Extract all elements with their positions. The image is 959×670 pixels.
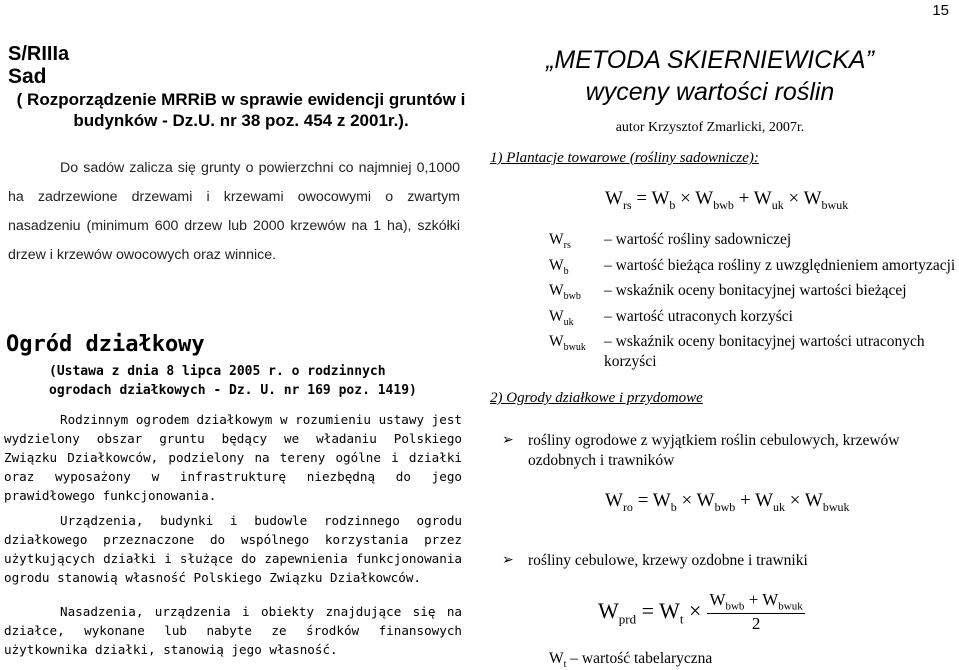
sad-title: Sad bbox=[8, 65, 47, 88]
bullet-garden-plants bbox=[502, 431, 952, 470]
ogrod-paragraph-3: Nasadzenia, urządzenia i obiekty znajdujące się na działce, wykonane lub nabyte ze środków finansowych użytkownika działki, stanowią jego własność. bbox=[4, 604, 462, 657]
left-header bbox=[8, 44, 468, 131]
ogrod-act-line-1: (Ustawa z dnia 8 lipca 2005 r. o rodzinnych bbox=[49, 364, 386, 379]
bullet-text: rośliny cebulowe, krzewy ozdobne i trawniki bbox=[528, 552, 808, 569]
section-code: S/RIIIa bbox=[8, 43, 70, 65]
sad-definition: Do sadów zalicza się grunty o powierzchni co najmniej 0,1000 ha zadrzewione drzewami i krzewami owocowymi o zwartym nasadzeniu (minimum 600 drzew lub 2000 krzewów na 1 ha), szkółki drzew i krzewów owocowych oraz winnice. bbox=[8, 160, 460, 263]
wt-definition: $W_t$ – wartość tabelaryczna bbox=[549, 650, 713, 670]
ogrod-act-reference bbox=[49, 362, 469, 400]
method-name: „METODA SKIERNIEWICKA” bbox=[546, 46, 874, 74]
legend-row: $W_{bwuk}$ – wskaźnik oceny bonitacyjnej wartości utraconych korzyści bbox=[549, 333, 925, 370]
legend-row: $W_{uk}$ – wartość utraconych korzyści bbox=[549, 307, 793, 328]
regulation-reference: ( Rozporządzenie MRRiB w sprawie ewidencji gruntów i budynków - Dz.U. nr 38 poz. 454 z 2001r.). bbox=[16, 90, 466, 130]
section-plantations: 1) Plantacje towarowe (rośliny sadownicze): bbox=[490, 150, 759, 166]
method-title bbox=[470, 44, 950, 108]
ogrod-title: Ogród działkowy bbox=[6, 332, 205, 357]
arrow-bullet-icon: ➢ bbox=[502, 432, 514, 448]
ogrod-act-line-2: ogrodach działkowych - Dz. U. nr 169 poz. 1419) bbox=[49, 383, 417, 398]
fraction: $\frac{W_{bwb} + W_{bwuk}}{2}$ bbox=[709, 590, 803, 634]
formula-wprd: $W_{prd} = W_t$ × $\frac{W_{bwb} + W_{bwuk}}{2}$ bbox=[598, 590, 803, 634]
formula-wrs: $W_{rs} = W_b \times W_{bwb} + W_{uk} \times W_{bwuk}$ bbox=[605, 188, 849, 212]
legend-row: $W_{rs}$ – wartość rośliny sadowniczej bbox=[549, 231, 792, 252]
legend-row: $W_{bwb}$ – wskaźnik oceny bonitacyjnej wartości bieżącej bbox=[549, 282, 907, 303]
bullet-text: rośliny ogrodowe z wyjątkiem roślin cebulowych, krzewów ozdobnych i trawników bbox=[528, 432, 900, 469]
bullet-bulbous-plants bbox=[502, 551, 952, 571]
ogrod-paragraph-2: Urządzenia, budynki i budowle rodzinnego ogrodu działkowego przeznaczone do wspólnego korzystania przez użytkujących działki i służące do zapewnienia funkcjonowania ogrodu stanowią własność Polskiego Związku Działkowców. bbox=[4, 513, 462, 585]
symbol-legend bbox=[549, 230, 959, 371]
formula-wro: $W_{ro} = W_b \times W_{bwb} + W_{uk} \times W_{bwuk}$ bbox=[605, 490, 850, 514]
method-author: autor Krzysztof Zmarlicki, 2007r. bbox=[615, 120, 805, 135]
ogrod-paragraph-1: Rodzinnym ogrodem działkowym w rozumieniu ustawy jest wydzielony obszar gruntu będący we władaniu Polskiego Związku Działkowców, podzielony na tereny ogólne i działki oraz wyposażony w infrastrukturę niezbędną do jego prawidłowego funkcjonowania. bbox=[4, 412, 462, 503]
page-number: 15 bbox=[932, 2, 949, 19]
legend-row: $W_b$ – wartość bieżąca rośliny z uwzględnieniem amortyzacji bbox=[549, 256, 956, 277]
method-subtitle: wyceny wartości roślin bbox=[585, 78, 835, 106]
arrow-bullet-icon: ➢ bbox=[502, 552, 514, 568]
section-gardens: 2) Ogrody działkowe i przydomowe bbox=[490, 390, 703, 406]
